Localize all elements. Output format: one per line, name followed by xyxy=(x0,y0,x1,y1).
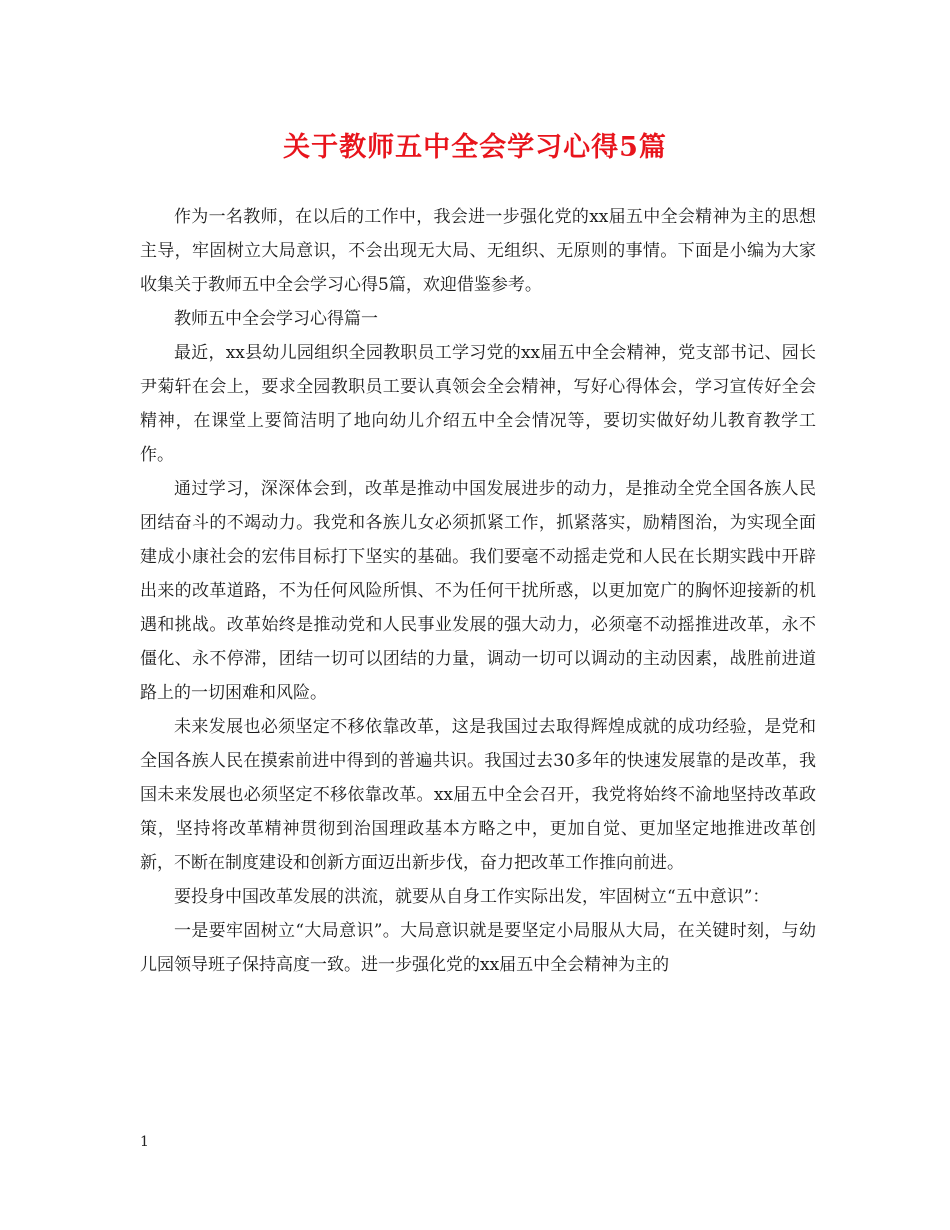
body-paragraph: 要投身中国改革发展的洪流，就要从自身工作实际出发，牢固树立“五中意识”： xyxy=(174,887,770,907)
document-body xyxy=(140,200,816,982)
body-paragraph: 通过学习，深深体会到，改革是推动中国发展进步的动力，是推动全党全国各族人民团结奋斗的不竭动力。我党和各族儿女必须抓紧工作，抓紧落实，励精图治，为实现全面建成小康社会的宏伟目标打下坚实的基础。我们要毫不动摇走党和人民在长期实践中开辟出来的改革道路，不为任何风险所惧、不为任何干扰所惑，以更加宽广的胸怀迎接新的机遇和挑战。改革始终是推动党和人民事业发展的强大动力，必须毫不动摇推进改革，永不僵化、永不停滞，团结一切可以团结的力量，调动一切可以调动的主动因素，战胜前进道路上的一切困难和风险。 xyxy=(140,479,816,703)
intro-paragraph: 作为一名教师，在以后的工作中，我会进一步强化党的xx届五中全会精神为主的思想主导，牢固树立大局意识，不会出现无大局、无组织、无原则的事情。下面是小编为大家收集关于教师五中全会学习心得5篇，欢迎借鉴参考。 xyxy=(140,207,816,295)
body-paragraph: 一是要牢固树立“大局意识”。大局意识就是要坚定小局服从大局，在关键时刻，与幼儿园领导班子保持高度一致。进一步强化党的xx届五中全会精神为主的 xyxy=(140,921,816,975)
body-paragraph: 未来发展也必须坚定不移依靠改革，这是我国过去取得辉煌成就的成功经验，是党和全国各族人民在摸索前进中得到的普遍共识。我国过去30多年的快速发展靠的是改革，我国未来发展也必须坚定不移依靠改革。xx届五中全会召开，我党将始终不渝地坚持改革政策，坚持将改革精神贯彻到治国理政基本方略之中，更加自觉、更加坚定地推进改革创新，不断在制度建设和创新方面迈出新步伐，奋力把改革工作推向前进。 xyxy=(140,717,816,873)
page-number: 1 xyxy=(140,1134,149,1150)
section-heading: 教师五中全会学习心得篇一 xyxy=(174,309,378,329)
body-paragraph: 最近，xx县幼儿园组织全园教职员工学习党的xx届五中全会精神，党支部书记、园长尹菊轩在会上，要求全园教职员工要认真领会全会精神，写好心得体会，学习宣传好全会精神，在课堂上要简洁明了地向幼儿介绍五中全会情况等，要切实做好幼儿教育教学工作。 xyxy=(140,343,816,465)
document-title: 关于教师五中全会学习心得5篇 xyxy=(283,132,667,163)
